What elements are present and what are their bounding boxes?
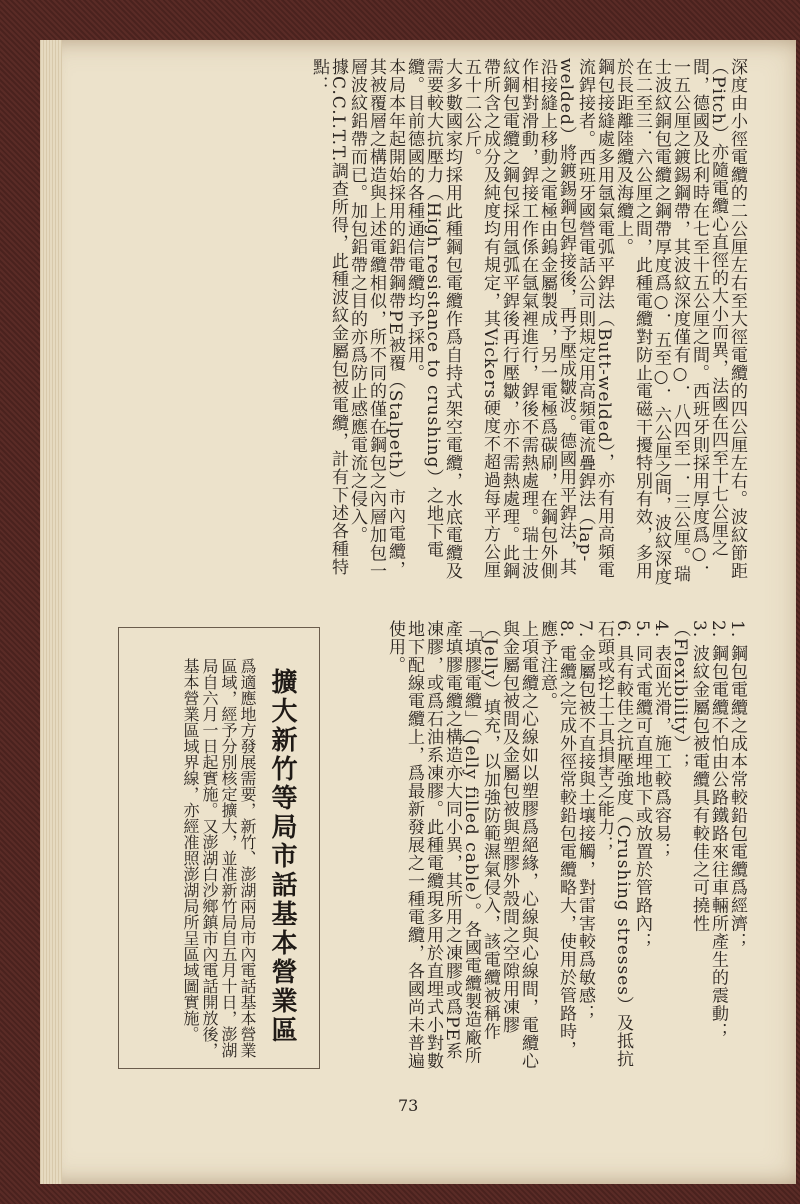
list-item: 1. 鋼包電纜之成本常較鉛包電纜爲經濟； <box>727 620 747 951</box>
list-item: 3. 波紋金屬包被電纜具有較佳之可撓性（Flexibility）； <box>670 620 709 933</box>
list-item: 6. 具有較佳之抗壓強度（Crushing stresses）及抵抗石頭或挖土工具損害之能力； <box>594 620 633 1069</box>
paragraph: 據C.C.I.T.T.調查所得，此種波紋金屬包被電纜，計有下述各種特點： <box>309 58 348 577</box>
list-item: 2. 鋼包電纜不怕由公路鐵路來往車輛所產生的震動； <box>708 620 728 1041</box>
paragraph: 鋼包接縫處多用氬氣電弧平銲法（Butt-welded），亦有用高頻電流銲接者。西班牙國營電話公司則規定用高頻電流疊銲法（lap-welded）將鍍錫鋼包銲接後，再予壓成皺波。德國用平銲法，其沿接縫上移動之電極由鎢金屬製成，另一電極爲碳刷，在鋼包外側作相對滑動，銲接工作係在氬氣裡進行，銲後不需熱處理。瑞士波紋鋼包電纜之鋼包採用氬弧平銲後再行壓皺，亦不需熱處理。此鋼帶所含之成分及純度均有規定，其Vickers硬度不超過每平方公厘五十二公斤。 <box>461 58 614 580</box>
upper-article-text <box>120 58 746 588</box>
notice-body <box>127 658 257 1058</box>
list-item: 8. 電纜之完成外徑常較鉛包電纜略大，使用於管路時，應予注意。 <box>537 620 576 1059</box>
book-page <box>40 40 796 1184</box>
notice-paragraph: 爲適應地方發展需要，新竹、澎湖兩局市內電話基本營業區域，經予分別核定擴大，並准新竹局自五月十日，澎湖局自六月一日起實施。又澎湖白沙鄉鎮市內電話開放後，基本營業區域界線，亦經准照澎湖局所呈區域圖實施。 <box>181 658 257 1058</box>
paragraph: 本局本年起開始採用的鋁帶鋼帶PE被覆（Stalpeth）市內電纜，其被覆層之構造與上述電纜相似，所不同的僅在鋼包之內層加包一層波紋鋁帶而已。加包鋁帶之目的亦爲防止感應電流之侵入。 <box>347 58 405 580</box>
page-gutter <box>40 40 62 1184</box>
list-item: 5. 同式電纜可直埋地下或放置於管路內； <box>632 620 652 951</box>
page-number: 73 <box>398 1096 419 1115</box>
feature-list-text <box>310 620 746 1070</box>
notice-title: 擴大新竹等局市話基本營業區 <box>267 668 297 1045</box>
list-item: 7. 金屬包被不直接與土壤接觸，對雷害較爲敏感； <box>575 620 595 1023</box>
paragraph: 深度由小徑電纜的二公厘左右至大徑電纜的四公厘左右。波紋節距（Pitch）亦隨電纜心直徑的大小而異，法國在四至十七公厘之間，德國及比利時在七至十五公厘之間。西班牙則採用厚度爲○．一五公厘之鍍錫鋼帶，其波紋深度僅有○．八四至一．三公厘。瑞士波紋銅包電纜之鋼帶厚度爲○．五至○．六公厘之間，波紋深度在二至三．六公厘之間，此種電纜對防止電磁干擾特別有效，多用於長距離陸纜及海纜上。 <box>613 58 747 586</box>
notice-box <box>118 627 320 1069</box>
paragraph: 大多數國家均採用此種鋼包電纜作爲自持式架空電纜，水底電纜及需要較大抗壓力（High resistance to crushing）之地下電纜。目前德國的各種通信電纜均予採用。 <box>404 58 462 580</box>
paragraph: 上項電纜之心線如以塑膠爲絕緣，心線與心線間，電纜心與金屬包被間及金屬包被與塑膠外殼間之空隙用凍膠（Jelly）填充，以加強防範濕氣侵入，該電纜被稱作「填膠電纜」（Jelly filled cable）。各國電纜製造廠所產填膠電纜之構造亦大同小異，其所用之凍膠或爲PE系凍膠，或爲石油系凍膠。此種電纜現多用於直埋式小對數地下配線電纜上，爲最新發展之一種電纜，各國尚未普遍使用。 <box>385 620 538 1070</box>
list-item: 4. 表面光滑，施工較爲容易； <box>651 620 671 861</box>
